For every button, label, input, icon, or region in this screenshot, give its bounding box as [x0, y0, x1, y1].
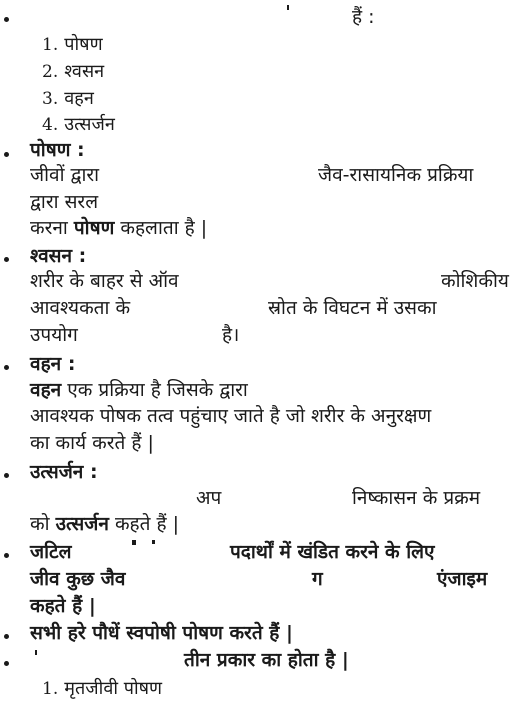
transport-line-1 [30, 378, 248, 402]
complex-line-2a: जीव कुछ जैव [30, 568, 126, 590]
respiration-line-1b: कोशिकीय [441, 270, 509, 292]
respiration-line-1a: शरीर के बाहर से ऑव [30, 270, 179, 292]
nutrition-type-item [42, 676, 162, 701]
nutrition-line-1b: जैव-रासायनिक प्रक्रिया [318, 164, 474, 186]
respiration-line-3a: उपयोग [30, 324, 78, 346]
list-item-label: श्वसन [64, 61, 105, 82]
list-item-label: पोषण [64, 34, 103, 55]
excretion-line-1a: अप [196, 487, 222, 509]
process-list-item [42, 32, 103, 57]
text-fragment-mark [35, 650, 37, 655]
text-run: कहलाता है | [120, 217, 208, 239]
complex-line-1b: पदार्थों में खंडित करने के लिए [230, 541, 435, 563]
text-run: कहते हैं | [114, 513, 180, 535]
text-fragment-mark [132, 540, 136, 545]
bullet-dot [4, 365, 9, 370]
complex-line-2b: ग [312, 568, 323, 590]
nutrition-heading: पोषण : [30, 139, 85, 161]
process-list-item [42, 112, 115, 137]
bullet-dot [4, 152, 9, 157]
list-item-label: उत्सर्जन [64, 114, 115, 135]
bullet-dot [4, 17, 9, 22]
three-types-line: तीन प्रकार का होता है | [184, 649, 349, 671]
text-fragment-mark [152, 540, 155, 544]
list-item-label: वहन [64, 88, 94, 109]
process-list-item [42, 59, 104, 84]
bullet-dot [4, 473, 9, 478]
nutrition-line-3 [30, 216, 207, 240]
text-run: को [30, 513, 50, 535]
bullet-dot [4, 257, 9, 262]
list-number: 1. [42, 35, 59, 55]
list-number: 1. [42, 679, 59, 699]
transport-line-2: आवश्यक पोषक तत्व पहुंचाए जाते है जो शरीर के अनुरक्षण [30, 405, 432, 427]
process-list-item [42, 86, 94, 111]
respiration-line-3b: है। [222, 324, 240, 346]
list-number: 2. [42, 62, 59, 82]
nutrition-line-1a: जीवों द्वारा [30, 164, 100, 186]
respiration-line-2b: स्रोत के विघटन में उसका [268, 297, 437, 319]
text-run: एक प्रक्रिया है जिसके द्वारा [67, 379, 248, 401]
transport-heading: वहन : [30, 353, 76, 375]
transport-line-3: का कार्य करते हैं | [30, 432, 154, 454]
excretion-line-1b: निष्कासन के प्रक्रम [352, 487, 481, 509]
complex-line-1a: जटिल [30, 541, 72, 563]
complex-line-3: कहते हैं | [30, 595, 96, 617]
excretion-line-2 [30, 512, 179, 536]
bullet-dot [4, 661, 9, 666]
key-term: वहन [30, 379, 62, 401]
respiration-heading: श्वसन : [30, 245, 87, 267]
list-number: 4. [42, 115, 59, 135]
text-fragment-mark [287, 5, 289, 10]
respiration-line-2a: आवश्यकता के [30, 297, 131, 319]
bullet-dot [4, 553, 9, 558]
key-term: उत्सर्जन [55, 513, 109, 535]
complex-line-2c: एंजाइम [437, 568, 488, 590]
autotroph-line: सभी हरे पौधें स्वपोषी पोषण करते हैं | [30, 622, 293, 644]
bullet-dot [4, 634, 9, 639]
excretion-heading: उत्सर्जन : [30, 461, 98, 483]
text-run: करना [30, 217, 68, 239]
nutrition-line-2: द्वारा सरल [30, 191, 99, 213]
list-item-label: मृतजीवी पोषण [64, 678, 163, 699]
intro-suffix: हैं : [352, 6, 375, 28]
key-term: पोषण [73, 217, 115, 239]
list-number: 3. [42, 89, 59, 109]
